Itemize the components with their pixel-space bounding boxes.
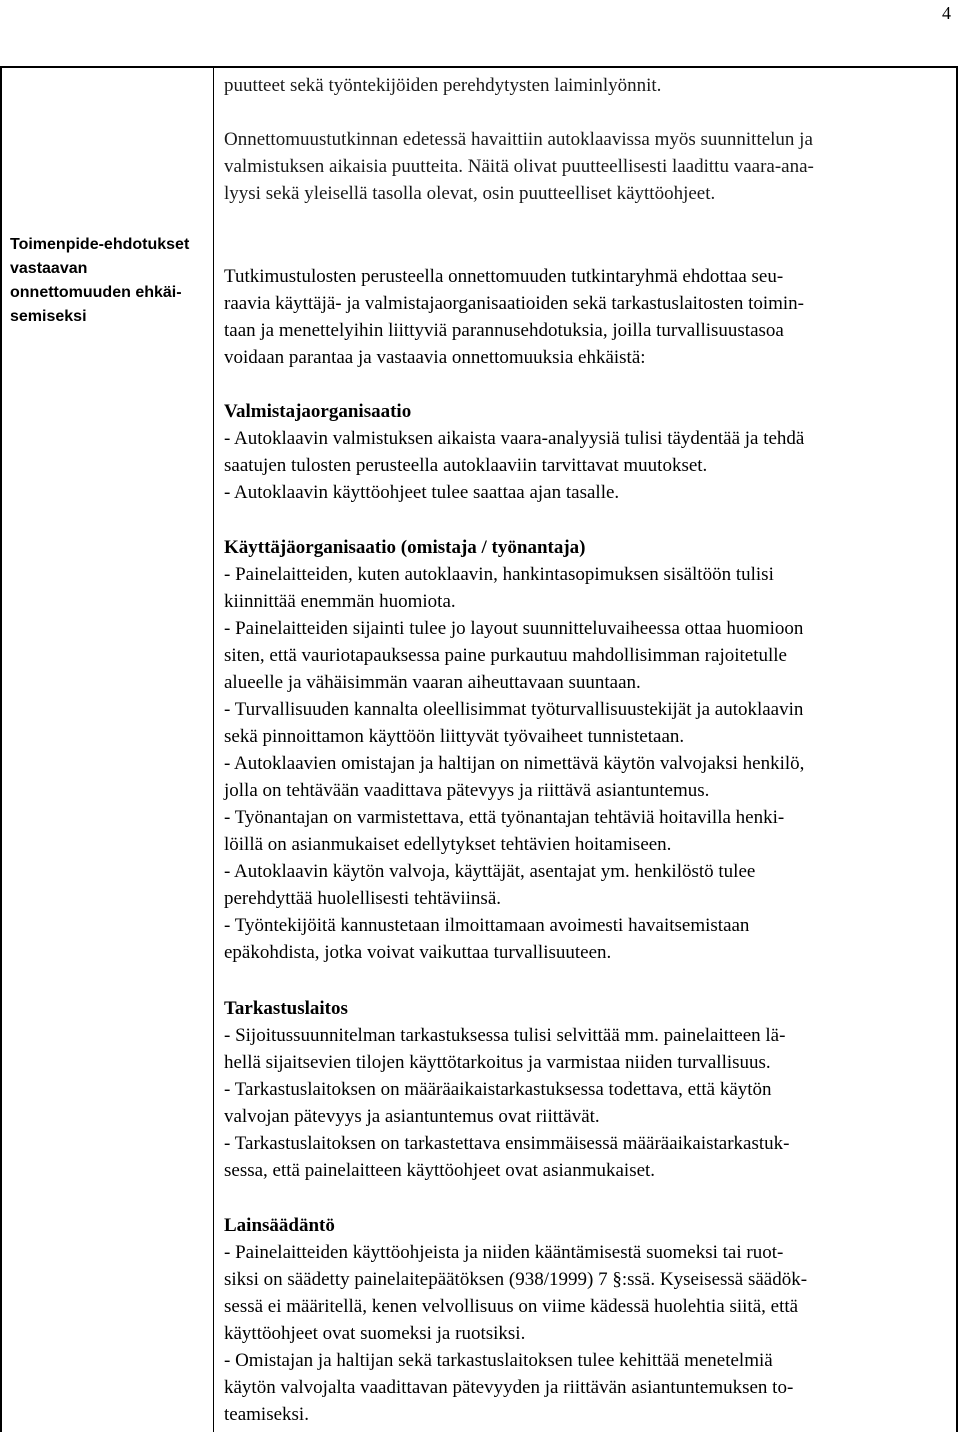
text-line: hellä sijaitsevien tilojen käyttötarkoitus ja varmistaa niiden turvallisuus. — [224, 1052, 771, 1073]
text-line: - Työntekijöitä kannustetaan ilmoittamaan avoimesti havaitsemistaan — [224, 915, 750, 936]
section-valmistaja — [224, 398, 952, 506]
top-paragraph-1 — [224, 72, 952, 99]
text-line: sessä ei määritellä, kenen velvollisuus on viime kädessä huolehtia siitä, että — [224, 1296, 799, 1317]
text-line: kiinnittää enemmän huomiota. — [224, 591, 456, 612]
top-paragraph-2 — [224, 126, 952, 207]
text-line: siksi on säädetty painelaitepäätöksen (938/1999) 7 §:ssä. Kyseisessä säädök- — [224, 1269, 808, 1290]
text-line: - Autoklaavin valmistuksen aikaista vaara-analyysiä tulisi täydentää ja tehdä — [224, 428, 805, 449]
section-heading: Käyttäjäorganisaatio (omistaja / työnantaja) — [224, 537, 586, 558]
text-line: - Työnantajan on varmistettava, että työnantajan tehtäviä hoitavilla henki- — [224, 807, 785, 828]
text-line: käytön valvojalta vaadittavan pätevyyden ja riittävän asiantuntemuksen to- — [224, 1377, 794, 1398]
text-line: raavia käyttäjä- ja valmistajaorganisaatioiden sekä tarkastuslaitosten toimin- — [224, 293, 805, 314]
intro-paragraph — [224, 263, 952, 371]
section-kayttaja — [224, 534, 952, 966]
text-line: lyysi sekä yleisellä tasolla olevat, osin puutteelliset käyttöohjeet. — [224, 183, 716, 204]
section-laki — [224, 1212, 952, 1428]
text-line: Onnettomuustutkinnan edetessä havaittiin autoklaavissa myös suunnittelun ja — [224, 129, 813, 150]
left-cell-line: vastaavan — [10, 260, 88, 277]
left-cell-line: semiseksi — [10, 308, 87, 325]
text-line: - Painelaitteiden käyttöohjeista ja niiden kääntämisestä suomeksi tai ruot- — [224, 1242, 784, 1263]
left-cell-label — [10, 233, 210, 329]
left-cell-line: Toimenpide-ehdotukset — [10, 236, 190, 253]
left-cell-line: onnettomuuden ehkäi- — [10, 284, 182, 301]
page-number: 4 — [942, 3, 951, 23]
text-line: voidaan parantaa ja vastaavia onnettomuuksia ehkäistä: — [224, 347, 646, 368]
text-line: - Painelaitteiden sijainti tulee jo layout suunnitteluvaiheessa ottaa huomioon — [224, 618, 804, 639]
text-line: - Autoklaavin käyttöohjeet tulee saattaa ajan tasalle. — [224, 482, 620, 503]
text-line: sekä pinnoittamon käyttöön liittyvät työvaiheet tunnistetaan. — [224, 726, 685, 747]
section-heading: Tarkastuslaitos — [224, 998, 348, 1019]
text-line: sessa, että painelaitteen käyttöohjeet ovat asianmukaiset. — [224, 1160, 656, 1181]
section-heading: Lainsäädäntö — [224, 1215, 335, 1236]
section-tarkastus — [224, 995, 952, 1184]
text-line: - Autoklaavin käytön valvoja, käyttäjät, asentajat ym. henkilöstö tulee — [224, 861, 756, 882]
text-line: löillä on asianmukaiset edellytykset tehtävien hoitamiseen. — [224, 834, 672, 855]
text-line: - Tarkastuslaitoksen on tarkastettava ensimmäisessä määräaikaistarkastuk- — [224, 1133, 790, 1154]
text-line: - Tarkastuslaitoksen on määräaikaistarkastuksessa todettava, että käytön — [224, 1079, 772, 1100]
text-line: epäkohdista, jotka voivat vaikuttaa turvallisuuteen. — [224, 942, 612, 963]
text-line: perehdyttää huolellisesti tehtäviinsä. — [224, 888, 502, 909]
column-divider — [213, 66, 214, 1432]
text-line: Tutkimustulosten perusteella onnettomuuden tutkintaryhmä ehdottaa seu- — [224, 266, 784, 287]
text-line: jolla on tehtävään vaadittava pätevyys ja riittävä asiantuntemus. — [224, 780, 710, 801]
text-line: alueelle ja vähäisimmän vaaran aiheuttavaan suuntaan. — [224, 672, 641, 693]
section-heading: Valmistajaorganisaatio — [224, 401, 412, 422]
text-line: - Autoklaavien omistajan ja haltijan on nimettävä käytön valvojaksi henkilö, — [224, 753, 805, 774]
text-line: - Sijoitussuunnitelman tarkastuksessa tulisi selvittää mm. painelaitteen lä- — [224, 1025, 786, 1046]
text-line: valvojan pätevyys ja asiantuntemus ovat riittävät. — [224, 1106, 600, 1127]
text-line: teamiseksi. — [224, 1404, 309, 1425]
text-line: saatujen tulosten perusteella autoklaaviin tarvittavat muutokset. — [224, 455, 708, 476]
text-line: - Painelaitteiden, kuten autoklaavin, hankintasopimuksen sisältöön tulisi — [224, 564, 774, 585]
text-line: - Omistajan ja haltijan sekä tarkastuslaitoksen tulee kehittää menetelmiä — [224, 1350, 773, 1371]
text-line: käyttöohjeet ovat suomeksi ja ruotsiksi. — [224, 1323, 526, 1344]
text-line: valmistuksen aikaisia puutteita. Näitä olivat puutteellisesti laadittu vaara-ana- — [224, 156, 814, 177]
text-line: - Turvallisuuden kannalta oleellisimmat työturvallisuustekijät ja autoklaavin — [224, 699, 804, 720]
text-line: taan ja menettelyihin liittyviä parannusehdotuksia, joilla turvallisuustasoa — [224, 320, 784, 341]
text-line: siten, että vauriotapauksessa paine purkautuu mahdollisimman rajoitetulle — [224, 645, 787, 666]
text-line: puutteet sekä työntekijöiden perehdytysten laiminlyönnit. — [224, 75, 662, 96]
